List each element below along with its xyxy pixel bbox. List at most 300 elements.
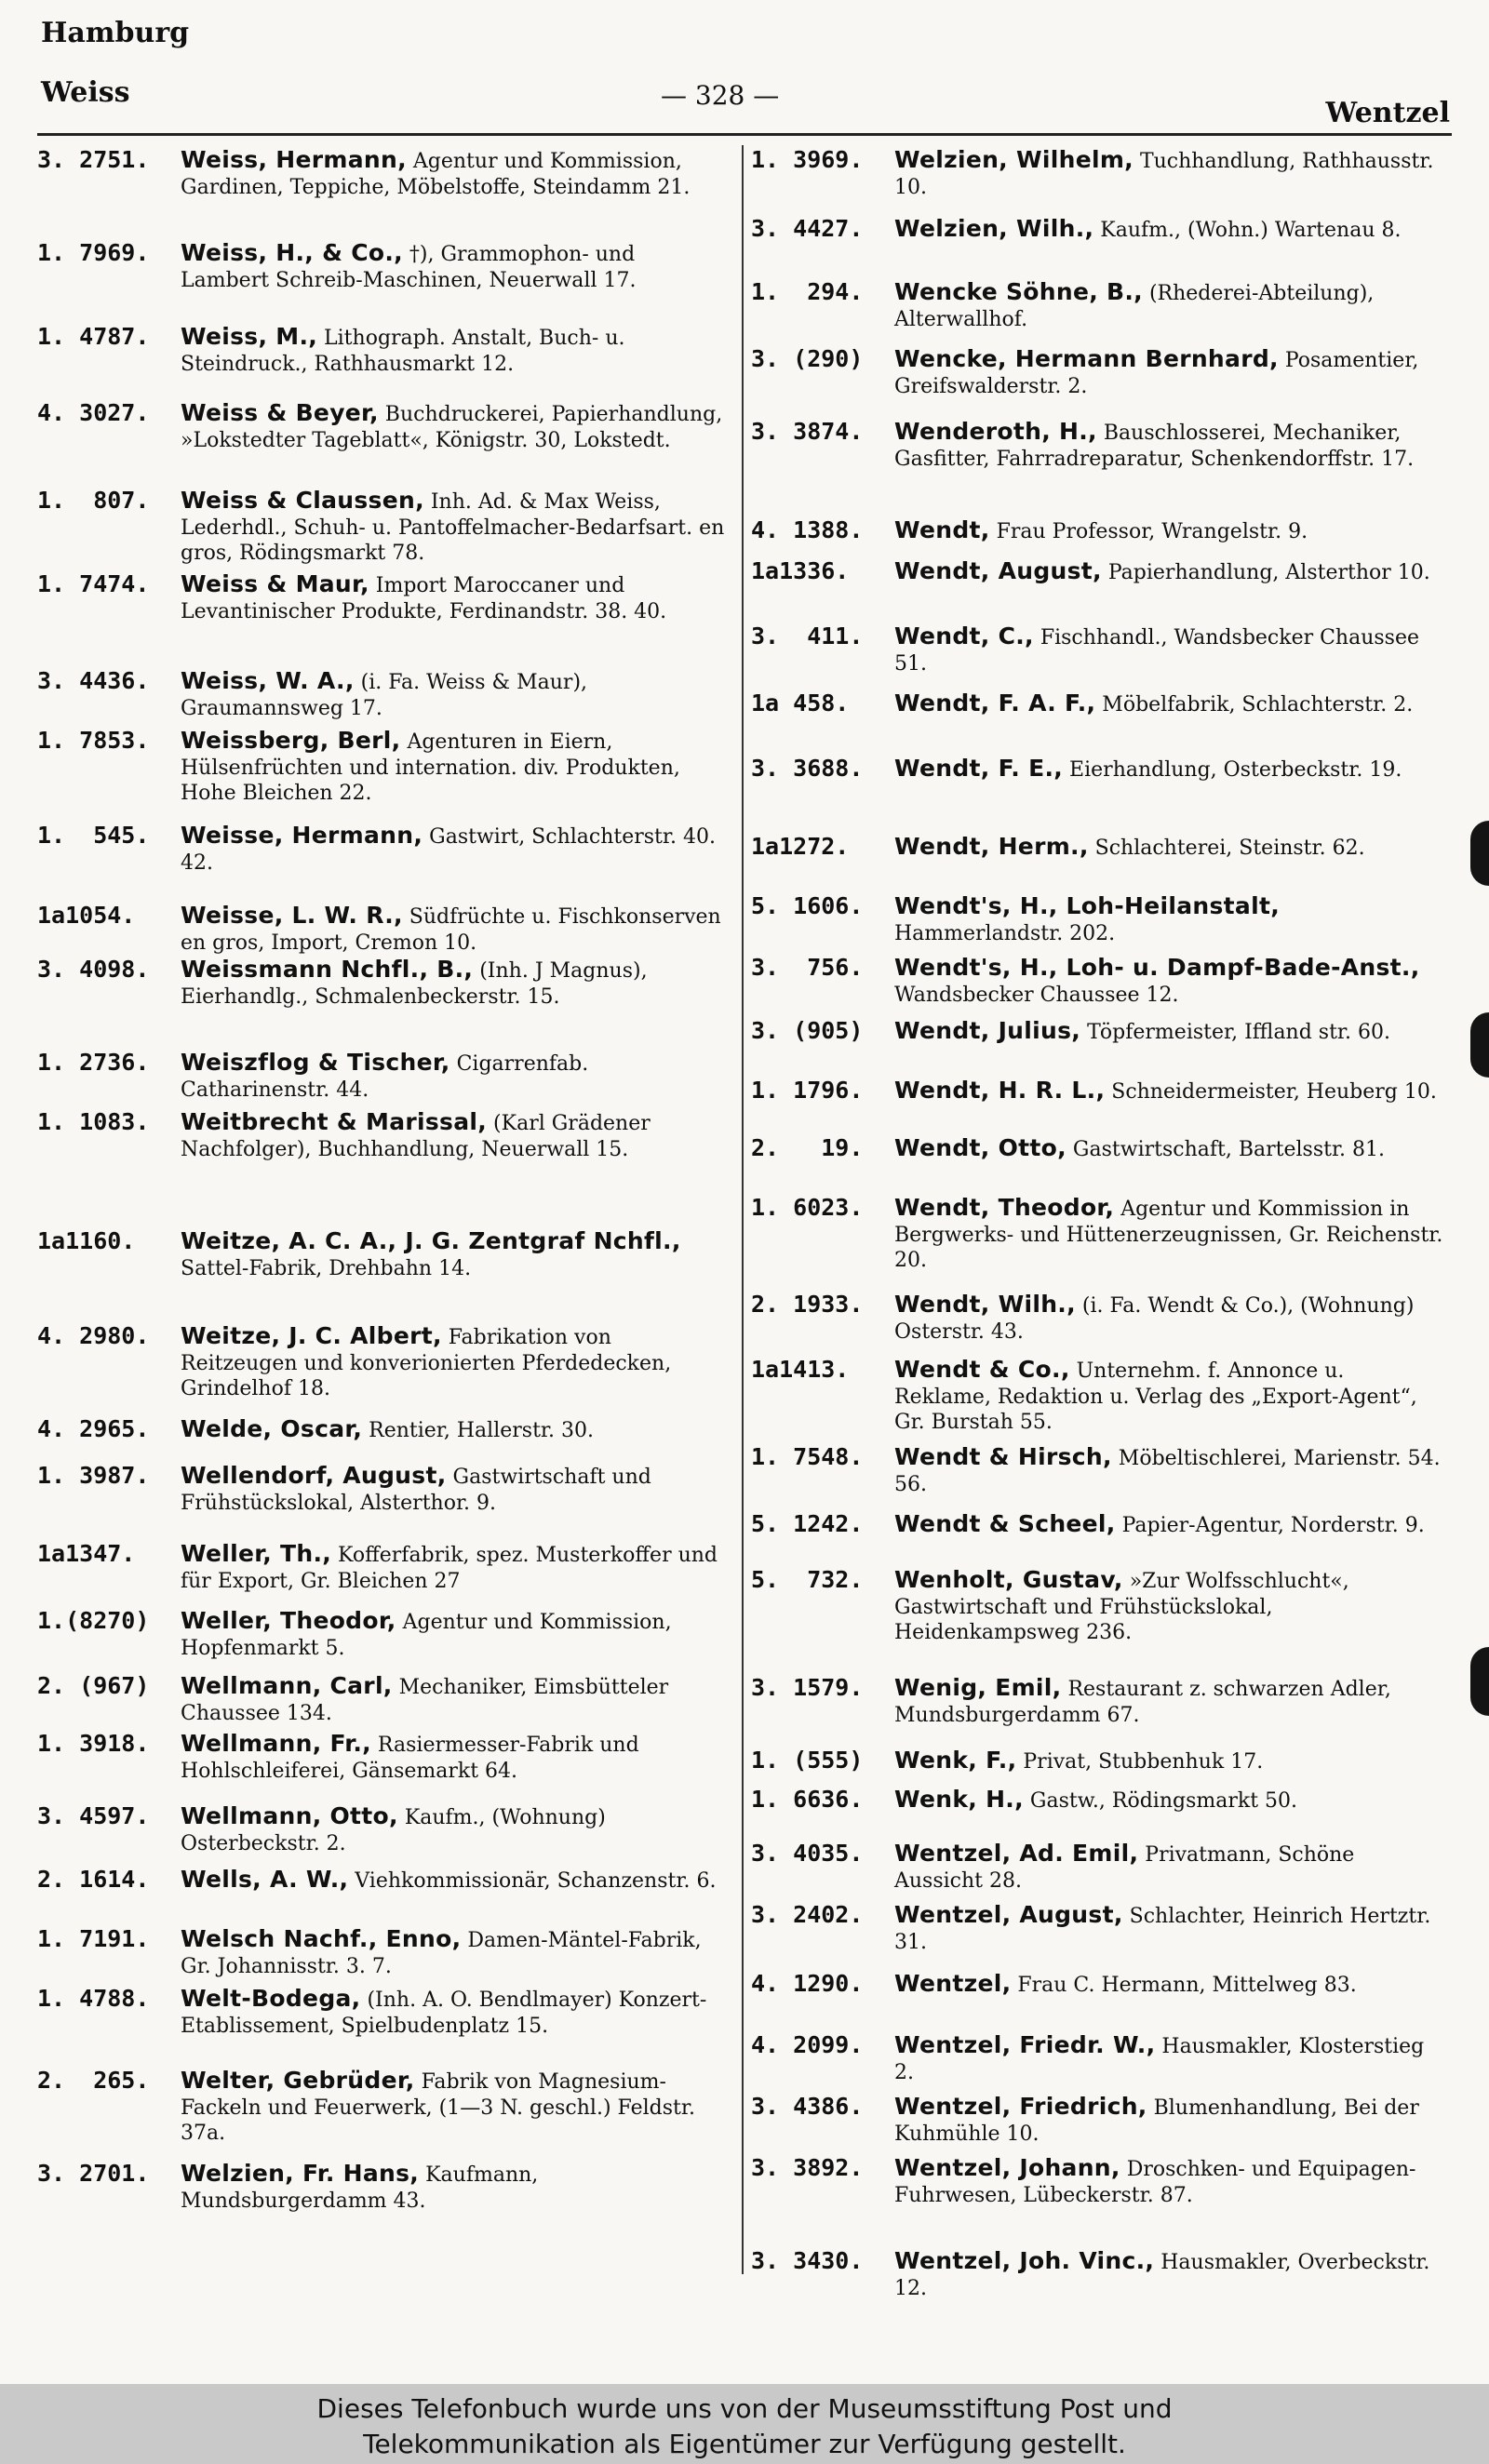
directory-entry: [751, 419, 1444, 472]
subscriber-name: Weisse, L. W. R.,: [181, 902, 403, 929]
subscriber-details: Fischhandl., Wandsbecker Chaussee 51.: [894, 626, 1420, 676]
directory-entry: [37, 488, 728, 567]
subscriber-name: Wendt, August,: [894, 557, 1102, 584]
directory-entry: [751, 756, 1444, 783]
running-head-first-name: Weiss: [41, 76, 130, 109]
phone-number: 3. 1579.: [751, 1674, 864, 1701]
subscriber-details: Töpfermeister, Iffland str. 60.: [1080, 1021, 1391, 1044]
subscriber-details: †), Grammophon- und Lambert Schreib-Maschinen, Neuerwall 17.: [181, 243, 637, 292]
subscriber-name: Wendt & Co.,: [894, 1356, 1070, 1383]
phone-number: 3. 4597.: [37, 1802, 150, 1829]
subscriber-details: Tuchhandlung, Rathhausstr. 10.: [894, 150, 1434, 199]
subscriber-name: Weitbrecht & Marissal,: [181, 1108, 488, 1135]
subscriber-details: Eierhandlung, Osterbeckstr. 19.: [1063, 758, 1402, 782]
subscriber-details: Schlachter, Heinrich Hertztr. 31.: [894, 1905, 1431, 1954]
subscriber-name: Weisse, Hermann,: [181, 822, 423, 849]
directory-entry: [751, 346, 1444, 399]
phone-number: 2. (967): [37, 1672, 150, 1699]
subscriber-name: Wencke Söhne, B.,: [894, 278, 1143, 305]
subscriber-name: Wendt, H. R. L.,: [894, 1077, 1106, 1104]
subscriber-name: Welde, Oscar,: [181, 1415, 363, 1442]
subscriber-details: Gastwirtschaft und Frühstückslokal, Alsterthor. 9.: [181, 1466, 651, 1515]
directory-entry: [751, 1078, 1444, 1105]
subscriber-name: Wellmann, Carl,: [181, 1672, 393, 1699]
directory-entry: [751, 1444, 1444, 1497]
directory-entry: [751, 2248, 1444, 2301]
directory-entry: [751, 690, 1444, 718]
subscriber-details: Viehkommissionär, Schanzenstr. 6.: [348, 1869, 717, 1893]
directory-entry: [751, 1135, 1444, 1163]
entry-text: [181, 1867, 728, 1895]
directory-entry: [37, 2161, 728, 2214]
subscriber-details: Bauschlosserei, Mechaniker, Gasfitter, Fahrradreparatur, Schenkendorffstr. 17.: [894, 422, 1415, 471]
subscriber-details: Fabrikation von Reitzeugen und konverionierten Pferdedecken, Grindelhof 18.: [181, 1326, 672, 1400]
entry-text: [894, 1292, 1444, 1345]
subscriber-details: Schneidermeister, Heuberg 10.: [1105, 1080, 1437, 1104]
entry-text: [181, 1541, 728, 1594]
entry-text: [894, 147, 1444, 200]
phone-number: 1. 294.: [751, 278, 864, 305]
phone-number: 3. 4035.: [751, 1840, 864, 1867]
entry-text: [894, 834, 1444, 862]
entry-text: [181, 488, 728, 567]
entry-text: [181, 1608, 728, 1661]
subscriber-name: Wencke, Hermann Bernhard,: [894, 345, 1279, 372]
subscriber-name: Weiss, M.,: [181, 323, 318, 350]
subscriber-name: Wentzel, Johann,: [894, 2154, 1120, 2181]
directory-entry: [37, 1986, 728, 2039]
subscriber-name: Weitze, A. C. A., J. G. Zentgraf Nchfl.,: [181, 1227, 681, 1254]
entry-text: [181, 571, 728, 624]
directory-entry: [751, 834, 1444, 862]
directory-entry: [37, 1608, 728, 1661]
subscriber-name: Wenderoth, H.,: [894, 418, 1097, 445]
subscriber-details: Blumenhandlung, Bei der Kuhmühle 10.: [894, 2096, 1419, 2146]
phone-number: 4. 3027.: [37, 399, 150, 426]
phone-number: 3. 4436.: [37, 667, 150, 694]
phone-number: 4. 2980.: [37, 1322, 150, 1349]
subscriber-name: Wentzel, Friedrich,: [894, 2093, 1147, 2120]
phone-number: 1. 807.: [37, 487, 150, 514]
entry-text: [894, 2155, 1444, 2208]
phone-number: 3. 3430.: [751, 2247, 864, 2274]
phone-number: 3. (290): [751, 345, 864, 372]
subscriber-name: Weitze, J. C. Albert,: [181, 1322, 442, 1349]
subscriber-details: Cigarrenfab. Catharinenstr. 44.: [181, 1052, 589, 1102]
directory-entry: [37, 571, 728, 624]
subscriber-name: Wenholt, Gustav,: [894, 1566, 1123, 1593]
directory-entry: [751, 2032, 1444, 2085]
entry-text: [181, 1416, 728, 1444]
directory-entry: [37, 668, 728, 721]
subscriber-details: Fabrik von Magnesium-Fackeln und Feuerwerk, (1—3 N. geschl.) Feldstr. 37a.: [181, 2070, 695, 2145]
entry-text: [894, 1078, 1444, 1105]
phone-number: 1. 7474.: [37, 570, 150, 597]
subscriber-name: Welzien, Wilhelm,: [894, 146, 1134, 173]
phone-number: 1. 7191.: [37, 1925, 150, 1952]
subscriber-name: Wendt, Otto,: [894, 1134, 1066, 1161]
directory-entry: [37, 1109, 728, 1162]
subscriber-name: Weiss & Beyer,: [181, 399, 379, 426]
column-divider: [742, 145, 744, 2274]
phone-number: 1.(8270): [37, 1607, 150, 1634]
phone-number: 1. 4788.: [37, 1985, 150, 2012]
subscriber-details: Privat, Stubbenhuk 17.: [1016, 1750, 1264, 1774]
subscriber-details: Kaufm., (Wohnung) Osterbeckstr. 2.: [181, 1806, 606, 1855]
directory-entry: [37, 2068, 728, 2147]
directory-entry: [37, 400, 728, 453]
directory-entry: [751, 558, 1444, 586]
subscriber-details: Gastwirt, Schlachterstr. 40. 42.: [181, 825, 716, 875]
directory-entry: [37, 1050, 728, 1103]
entry-text: [894, 419, 1444, 472]
subscriber-details: (i. Fa. Wendt & Co.), (Wohnung) Osterstr. 43.: [894, 1294, 1415, 1344]
subscriber-name: Wentzel, Ad. Emil,: [894, 1840, 1139, 1867]
directory-entry: [751, 1841, 1444, 1894]
phone-number: 3. 3892.: [751, 2154, 864, 2181]
directory-entry: [37, 903, 728, 956]
subscriber-details: Frau C. Hermann, Mittelweg 83.: [1011, 1974, 1357, 1997]
directory-entry: [751, 1567, 1444, 1646]
directory-entry: [751, 517, 1444, 545]
subscriber-name: Wendt, Theodor,: [894, 1194, 1115, 1221]
subscriber-name: Weissmann Nchfl., B.,: [181, 956, 474, 983]
phone-number: 1. 3918.: [37, 1730, 150, 1757]
subscriber-name: Weiss & Claussen,: [181, 487, 424, 514]
directory-entry: [37, 1416, 728, 1444]
entry-text: [181, 1109, 728, 1162]
entry-text: [181, 1673, 728, 1726]
subscriber-name: Wendt & Scheel,: [894, 1510, 1116, 1537]
phone-number: 1. 1083.: [37, 1108, 150, 1135]
footer-line-2: Telekommunikation als Eigentümer zur Verfügung gestellt.: [363, 2429, 1126, 2459]
subscriber-details: Restaurant z. schwarzen Adler, Mundsburgerdamm 67.: [894, 1678, 1391, 1727]
directory-entry: [37, 147, 728, 200]
subscriber-details: Rasiermesser-Fabrik und Hohlschleiferei, Gänsemarkt 64.: [181, 1734, 639, 1783]
directory-entry: [751, 279, 1444, 332]
entry-text: [894, 893, 1444, 946]
subscriber-name: Wendt, C.,: [894, 623, 1034, 649]
entry-text: [894, 216, 1444, 244]
entry-text: [894, 955, 1444, 1008]
footer-notice: [0, 2384, 1489, 2464]
directory-entry: [751, 147, 1444, 200]
subscriber-details: Kofferfabrik, spez. Musterkoffer und für Export, Gr. Bleichen 27: [181, 1544, 718, 1593]
subscriber-details: Privatmann, Schöne Aussicht 28.: [894, 1843, 1355, 1893]
entry-text: [894, 1444, 1444, 1497]
entry-text: [894, 1135, 1444, 1163]
phone-number: 1. 7548.: [751, 1443, 864, 1470]
directory-entry: [37, 1803, 728, 1856]
subscriber-name: Wendt, Herm.,: [894, 833, 1089, 860]
phone-number: 3. 756.: [751, 954, 864, 981]
directory-entry: [751, 1357, 1444, 1436]
phone-number: 3. 4098.: [37, 956, 150, 983]
subscriber-details: (Inh. J Magnus), Eierhandlg., Schmalenbeckerstr. 15.: [181, 959, 648, 1009]
directory-entry: [751, 1902, 1444, 1955]
subscriber-details: Agentur und Kommission, Gardinen, Teppiche, Möbelstoffe, Steindamm 21.: [181, 150, 691, 199]
subscriber-details: Buchdruckerei, Papierhandlung, »Lokstedter Tageblatt«, Königstr. 30, Lokstedt.: [181, 403, 723, 452]
phone-number: 1. 7969.: [37, 239, 150, 266]
entry-text: [894, 1511, 1444, 1539]
entry-text: [181, 1731, 728, 1784]
entry-text: [181, 240, 728, 293]
entry-text: [181, 1463, 728, 1516]
entry-text: [894, 1675, 1444, 1728]
phone-number: 4. 2965.: [37, 1415, 150, 1442]
footer-line-1: Dieses Telefonbuch wurde uns von der Museumsstiftung Post und: [316, 2393, 1173, 2424]
subscriber-name: Wenk, H.,: [894, 1786, 1024, 1813]
subscriber-name: Weissberg, Berl,: [181, 727, 401, 754]
phone-number: 3. 411.: [751, 623, 864, 649]
entry-text: [894, 2032, 1444, 2085]
directory-entry: [751, 893, 1444, 946]
entry-text: [181, 903, 728, 956]
subscriber-name: Wendt,: [894, 516, 990, 543]
phone-number: 1. (555): [751, 1747, 864, 1774]
phone-number: 1. 6023.: [751, 1194, 864, 1221]
entry-text: [894, 1787, 1444, 1815]
phone-number: 1. 545.: [37, 822, 150, 849]
directory-entry: [751, 1018, 1444, 1046]
subscriber-name: Wendt, Julius,: [894, 1017, 1081, 1044]
entry-text: [894, 2248, 1444, 2301]
subscriber-name: Weiszflog & Tischer,: [181, 1049, 450, 1076]
phone-number: 3. 2751.: [37, 146, 150, 173]
subscriber-details: Gastwirtschaft, Bartelsstr. 81.: [1066, 1138, 1386, 1161]
subscriber-details: Agenturen in Eiern, Hülsenfrüchten und internation. div. Produkten, Hohe Bleichen 22.: [181, 730, 680, 805]
directory-entry: [37, 728, 728, 807]
subscriber-details: Sattel-Fabrik, Drehbahn 14.: [181, 1256, 472, 1280]
subscriber-name: Wenk, F.,: [894, 1747, 1017, 1774]
directory-entry: [751, 1787, 1444, 1815]
subscriber-name: Weiss, H., & Co.,: [181, 239, 403, 266]
subscriber-details: Droschken- und Equipagen-Fuhrwesen, Lübeckerstr. 87.: [894, 2158, 1416, 2207]
subscriber-details: Hausmakler, Overbeckstr. 12.: [894, 2251, 1430, 2300]
entry-text: [181, 823, 728, 876]
subscriber-name: Welsch Nachf., Enno,: [181, 1925, 462, 1952]
entry-text: [894, 1902, 1444, 1955]
subscriber-name: Wendt's, H., Loh- u. Dampf-Bade-Anst.,: [894, 954, 1420, 981]
phone-number: 1. 3969.: [751, 146, 864, 173]
phone-number: 3. 3874.: [751, 418, 864, 445]
phone-number: 1a1160.: [37, 1227, 136, 1254]
subscriber-name: Wells, A. W.,: [181, 1866, 349, 1893]
subscriber-details: Südfrüchte u. Fischkonserven en gros, Import, Cremon 10.: [181, 905, 721, 955]
phone-number: 1. 4787.: [37, 323, 150, 350]
subscriber-name: Wendt, F. E.,: [894, 755, 1064, 782]
subscriber-details: (Inh. A. O. Bendlmayer) Konzert-Etablissement, Spielbudenplatz 15.: [181, 1989, 707, 2038]
phone-number: 5. 1606.: [751, 892, 864, 919]
subscriber-details: Kaufm., (Wohn.) Wartenau 8.: [1093, 219, 1402, 242]
phone-number: 1a1336.: [751, 557, 850, 584]
subscriber-details: Hausmakler, Klosterstieg 2.: [894, 2035, 1425, 2084]
subscriber-details: Rentier, Hallerstr. 30.: [362, 1419, 594, 1442]
subscriber-details: Frau Professor, Wrangelstr. 9.: [989, 520, 1308, 543]
subscriber-name: Wentzel, Friedr. W.,: [894, 2031, 1156, 2058]
subscriber-details: »Zur Wolfsschlucht«, Gastwirtschaft und Frühstückslokal, Heidenkampsweg 236.: [894, 1570, 1349, 1644]
directory-entry: [751, 2155, 1444, 2208]
subscriber-name: Wentzel, Joh. Vinc.,: [894, 2247, 1155, 2274]
subscriber-details: (Rhederei-Abteilung), Alterwallhof.: [894, 282, 1375, 331]
directory-entry: [751, 1195, 1444, 1274]
entry-text: [181, 1803, 728, 1856]
subscriber-details: Unternehm. f. Annonce u. Reklame, Redaktion u. Verlag des „Export-Agent“, Gr. Burstah 55.: [894, 1359, 1417, 1434]
directory-entry: [37, 1867, 728, 1895]
entry-text: [181, 957, 728, 1010]
entry-text: [181, 147, 728, 200]
subscriber-name: Weiss, W. A.,: [181, 667, 355, 694]
phone-number: 2. 265.: [37, 2067, 150, 2094]
subscriber-name: Wenig, Emil,: [894, 1674, 1062, 1701]
directory-entry: [37, 1541, 728, 1594]
subscriber-name: Wendt's, H., Loh-Heilanstalt,: [894, 892, 1281, 919]
subscriber-name: Wellmann, Fr.,: [181, 1730, 371, 1757]
subscriber-details: Import Maroccaner und Levantinischer Produkte, Ferdinandstr. 38. 40.: [181, 574, 667, 623]
phone-number: 3. 4427.: [751, 215, 864, 242]
entry-text: [894, 279, 1444, 332]
running-head-last-name: Wentzel: [1325, 97, 1450, 129]
header-rule: [37, 133, 1452, 136]
entry-text: [181, 2068, 728, 2147]
phone-number: 3. 2402.: [751, 1901, 864, 1928]
subscriber-details: Wandsbecker Chaussee 12.: [894, 983, 1179, 1007]
entry-text: [894, 1841, 1444, 1894]
subscriber-details: Hammerlandstr. 202.: [894, 921, 1116, 945]
entry-text: [894, 756, 1444, 783]
phone-number: 3. 2701.: [37, 2160, 150, 2187]
subscriber-details: Lithograph. Anstalt, Buch- u. Steindruck., Rathhausmarkt 12.: [181, 327, 625, 376]
punch-hole-mark: [1470, 821, 1489, 886]
phone-number: 4. 1388.: [751, 516, 864, 543]
subscriber-details: Mechaniker, Eimsbütteler Chaussee 134.: [181, 1676, 669, 1725]
subscriber-details: (Karl Grädener Nachfolger), Buchhandlung, Neuerwall 15.: [181, 1112, 651, 1161]
phone-number: 1. 6636.: [751, 1786, 864, 1813]
directory-entry: [37, 324, 728, 377]
subscriber-details: Inh. Ad. & Max Weiss, Lederhdl., Schuh- u. Pantoffelmacher-Bedarfsart. en gros, Rödingsmarkt 78.: [181, 490, 725, 565]
phone-number: 1. 3987.: [37, 1462, 150, 1489]
subscriber-name: Wellendorf, August,: [181, 1462, 447, 1489]
entry-text: [894, 346, 1444, 399]
entry-text: [894, 1748, 1444, 1775]
page-number: — 328 —: [661, 80, 780, 111]
directory-entry: [37, 1673, 728, 1726]
directory-entry: [37, 1323, 728, 1402]
punch-hole-mark: [1470, 1012, 1489, 1078]
directory-entry: [751, 1511, 1444, 1539]
entry-text: [181, 1926, 728, 1979]
phone-number: 1. 7853.: [37, 727, 150, 754]
entry-text: [894, 690, 1444, 718]
subscriber-details: Kaufmann, Mundsburgerdamm 43.: [181, 2163, 539, 2213]
entry-text: [894, 517, 1444, 545]
entry-text: [181, 400, 728, 453]
phone-number: 4. 2099.: [751, 2031, 864, 2058]
phone-number: 3. (905): [751, 1017, 864, 1044]
running-head-city: Hamburg: [41, 17, 190, 49]
entry-text: [181, 2161, 728, 2214]
directory-entry: [37, 240, 728, 293]
phone-number: 2. 1614.: [37, 1866, 150, 1893]
subscriber-name: Weiss & Maur,: [181, 570, 369, 597]
subscriber-details: (i. Fa. Weiss & Maur), Graumannsweg 17.: [181, 671, 588, 720]
subscriber-details: Posamentier, Greifswalderstr. 2.: [894, 349, 1419, 398]
phone-number: 5. 1242.: [751, 1510, 864, 1537]
subscriber-details: Gastw., Rödingsmarkt 50.: [1023, 1789, 1298, 1813]
subscriber-details: Damen-Mäntel-Fabrik, Gr. Johannisstr. 3. 7.: [181, 1929, 702, 1978]
phone-number: 5. 732.: [751, 1566, 864, 1593]
subscriber-name: Welzien, Wilh.,: [894, 215, 1094, 242]
entry-text: [181, 668, 728, 721]
phone-number: 1a 458.: [751, 690, 850, 716]
entry-text: [181, 1228, 728, 1281]
subscriber-name: Wentzel,: [894, 1970, 1012, 1997]
directory-entry: [37, 1731, 728, 1784]
subscriber-name: Wentzel, August,: [894, 1901, 1123, 1928]
subscriber-details: Agentur und Kommission, Hopfenmarkt 5.: [181, 1611, 672, 1660]
subscriber-details: Möbelfabrik, Schlachterstr. 2.: [1095, 693, 1414, 716]
directory-entry: [751, 1292, 1444, 1345]
entry-text: [894, 1357, 1444, 1436]
entry-text: [181, 1986, 728, 2039]
entry-text: [894, 1567, 1444, 1646]
subscriber-name: Wellmann, Otto,: [181, 1802, 398, 1829]
subscriber-details: Agentur und Kommission in Bergwerks- und Hüttenerzeugnissen, Gr. Reichenstr. 20.: [894, 1198, 1443, 1272]
subscriber-name: Wendt, Wilh.,: [894, 1291, 1076, 1318]
directory-entry: [751, 1971, 1444, 1999]
subscriber-name: Wendt, F. A. F.,: [894, 690, 1096, 716]
directory-entry: [751, 1675, 1444, 1728]
directory-entry: [37, 957, 728, 1010]
subscriber-details: Schlachterei, Steinstr. 62.: [1088, 837, 1365, 860]
phone-number: 1a1054.: [37, 902, 136, 929]
phone-number: 3. 3688.: [751, 755, 864, 782]
subscriber-name: Welter, Gebrüder,: [181, 2067, 415, 2094]
subscriber-name: Weiss, Hermann,: [181, 146, 407, 173]
directory-entry: [37, 1463, 728, 1516]
subscriber-details: Papierhandlung, Alsterthor 10.: [1101, 561, 1430, 584]
subscriber-name: Welt-Bodega,: [181, 1985, 361, 2012]
subscriber-name: Wendt & Hirsch,: [894, 1443, 1112, 1470]
directory-entry: [37, 1926, 728, 1979]
directory-entry: [37, 823, 728, 876]
entry-text: [894, 1971, 1444, 1999]
punch-hole-mark: [1470, 1647, 1489, 1716]
directory-entry: [751, 1748, 1444, 1775]
subscriber-name: Welzien, Fr. Hans,: [181, 2160, 420, 2187]
phone-number: 1. 2736.: [37, 1049, 150, 1076]
phone-number: 2. 1933.: [751, 1291, 864, 1318]
entry-text: [894, 1018, 1444, 1046]
phone-number: 4. 1290.: [751, 1970, 864, 1997]
phone-number: 2. 19.: [751, 1134, 864, 1161]
phone-number: 1a1272.: [751, 833, 850, 860]
entry-text: [181, 1323, 728, 1402]
directory-entry: [751, 623, 1444, 676]
entry-text: [894, 558, 1444, 586]
entry-text: [181, 1050, 728, 1103]
directory-entry: [751, 216, 1444, 244]
phone-number: 3. 4386.: [751, 2093, 864, 2120]
phone-number: 1a1413.: [751, 1356, 850, 1383]
entry-text: [181, 324, 728, 377]
directory-entry: [37, 1228, 728, 1281]
phone-number: 1a1347.: [37, 1540, 136, 1567]
subscriber-details: Möbeltischlerei, Marienstr. 54. 56.: [894, 1447, 1441, 1496]
entry-text: [894, 2094, 1444, 2147]
entry-text: [181, 728, 728, 807]
phone-number: 1. 1796.: [751, 1077, 864, 1104]
